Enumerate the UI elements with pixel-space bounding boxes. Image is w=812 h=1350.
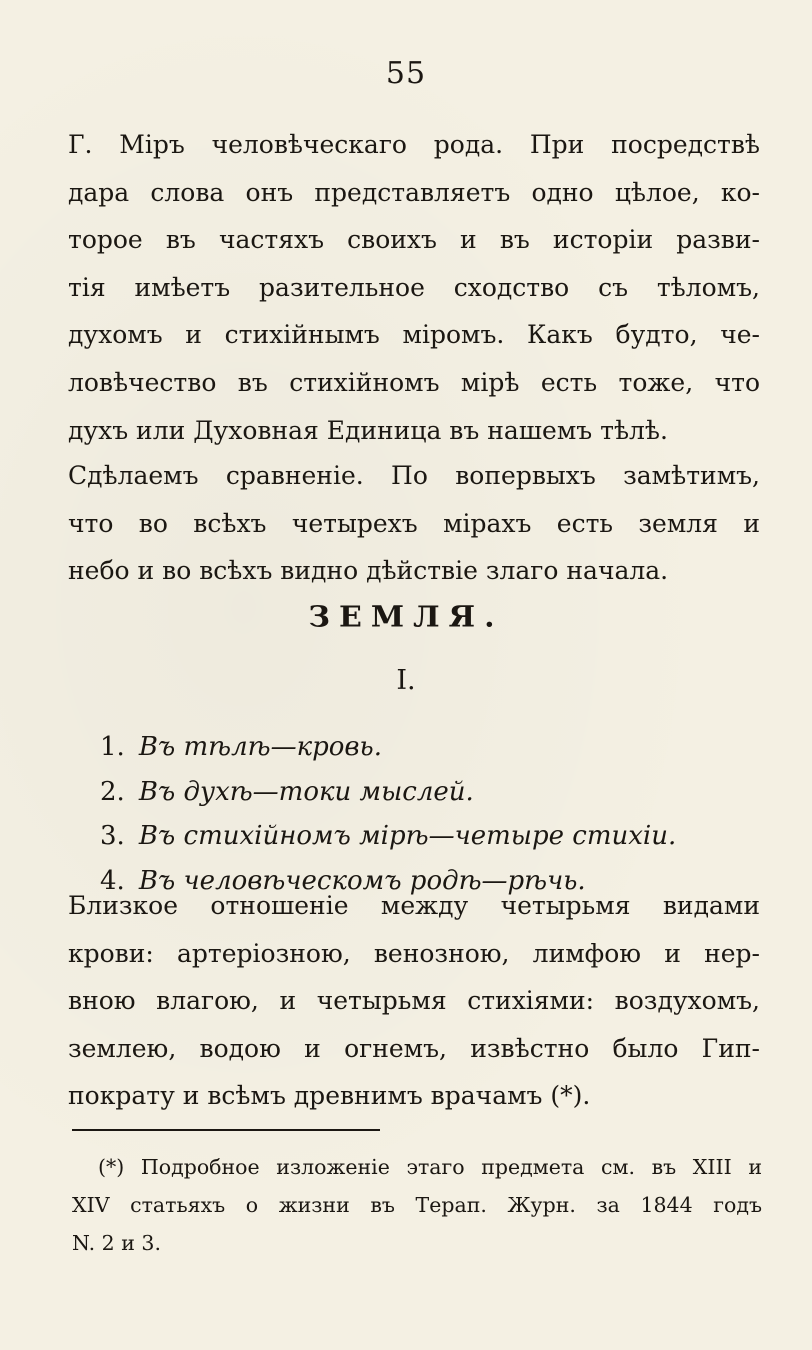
- page-number: 55: [385, 56, 427, 91]
- text-line: торое въ частяхъ своихъ и въ исторіи разви-: [68, 225, 760, 255]
- text-line: Сдѣлаемъ сравненіе. По вопервыхъ замѣтимъ,: [68, 461, 760, 490]
- text-line: духъ или Духовная Единица въ нашемъ тѣлѣ.: [68, 415, 668, 445]
- list-item: [100, 770, 780, 815]
- text-line: Близкое отношеніе между четырьмя видами: [68, 891, 760, 920]
- list-item-text: Въ стихійномъ мірѣ—четыре стихіи.: [138, 821, 677, 851]
- text-line: тія имѣетъ разительное сходство съ тѣломъ,: [68, 272, 760, 302]
- text-line: небо и во всѣхъ видно дѣйствіе злаго начала.: [68, 556, 669, 586]
- list-item-number: 1.: [100, 732, 125, 762]
- paragraph-3: [68, 882, 760, 1120]
- text-line: дара слова онъ представляетъ одно цѣлое, ко-: [68, 177, 760, 207]
- numbered-list: [100, 725, 780, 903]
- footnote-line: (*) Подробное изложеніе этаго предмета см. въ XIII и: [98, 1155, 762, 1179]
- text-line: пократу и всѣмъ древнимъ врачамъ (*).: [68, 1081, 591, 1111]
- footnote-divider: [72, 1129, 380, 1131]
- text-line: духомъ и стихійнымъ міромъ. Какъ будто, че-: [68, 320, 760, 350]
- paragraph-2: [68, 452, 760, 595]
- text-line: ловѣчество въ стихійномъ мірѣ есть тоже, что: [68, 367, 760, 397]
- text-line: что во всѣхъ четырехъ мірахъ есть земля и: [68, 508, 760, 538]
- list-item-text: Въ тѣлѣ—кровь.: [138, 732, 382, 762]
- list-item-text: Въ человѣческомъ родѣ—рѣчь.: [138, 865, 586, 896]
- list-item: [100, 814, 780, 859]
- list-item-number: 3.: [100, 821, 125, 851]
- text-line: вною влагою, и четырьмя стихіями: воздухомъ,: [68, 986, 760, 1016]
- text-line: Г. Міръ человѣческаго рода. При посредствѣ: [68, 130, 760, 159]
- list-item: [100, 725, 780, 770]
- footnote-line: XIV статьяхъ о жизни въ Терап. Журн. за 1844 годъ: [72, 1193, 762, 1217]
- paragraph-1: [68, 121, 760, 454]
- footnote-line: N. 2 и 3.: [72, 1231, 161, 1255]
- list-item-number: 4.: [100, 865, 125, 896]
- section-heading: ЗЕМЛЯ.: [308, 600, 504, 635]
- text-line: землею, водою и огнемъ, извѣстно было Гип-: [68, 1033, 760, 1063]
- text-line: крови: артеріозною, венозною, лимфою и нер-: [68, 938, 760, 968]
- list-item-text: Въ духѣ—токи мыслей.: [138, 776, 474, 807]
- section-number: I.: [396, 665, 416, 696]
- footnote: [72, 1148, 762, 1262]
- list-item-number: 2.: [100, 776, 125, 807]
